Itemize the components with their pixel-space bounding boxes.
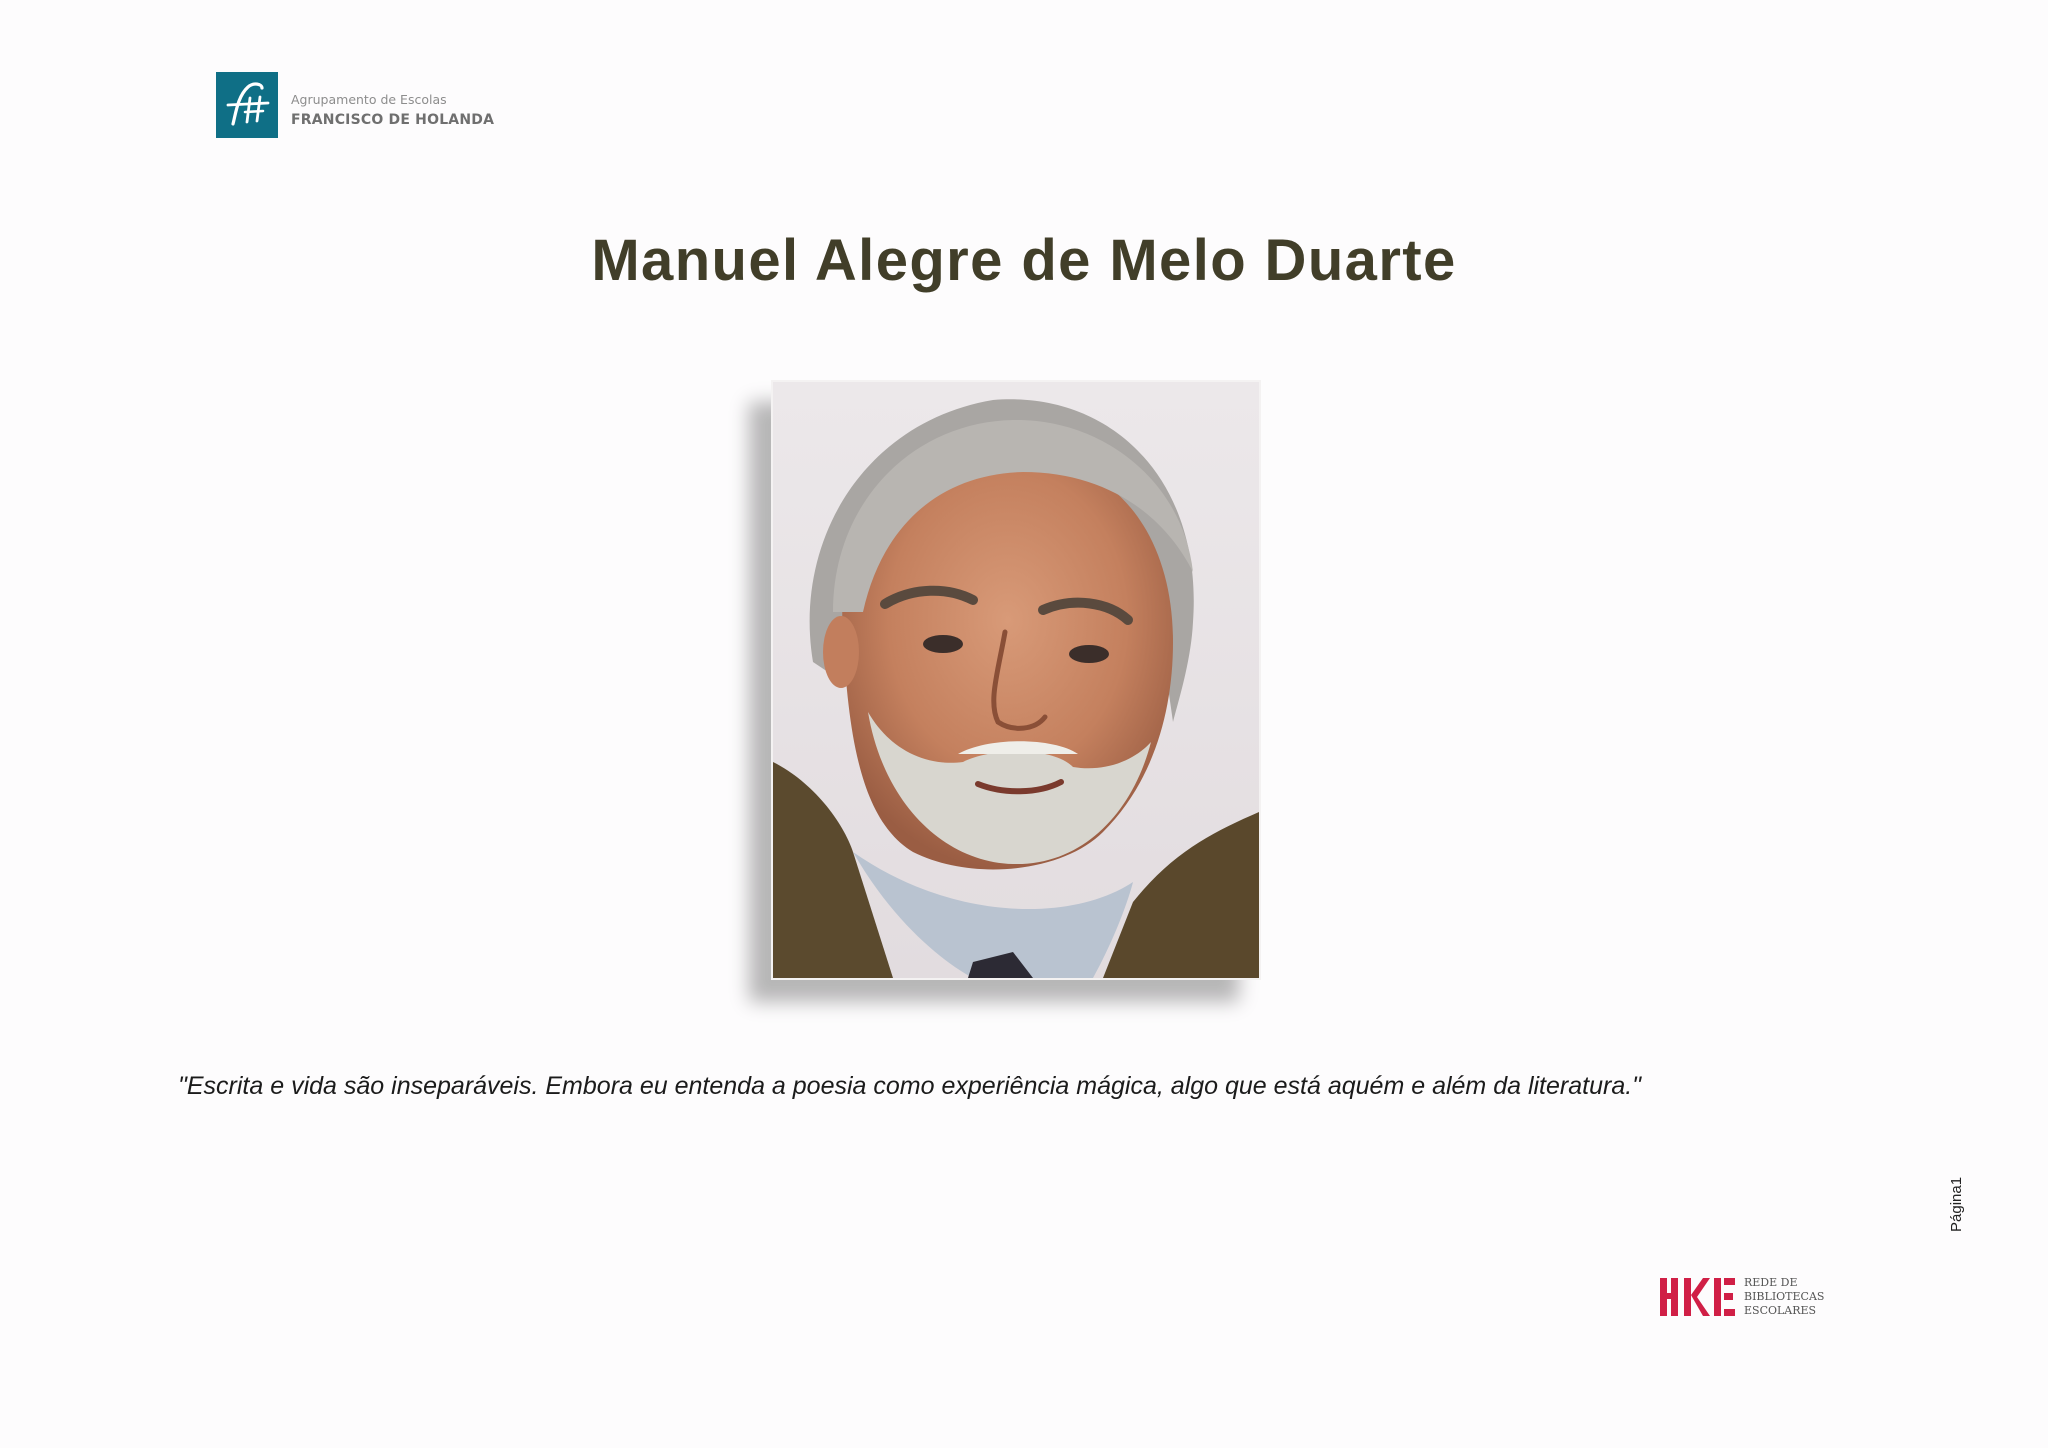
rbe-logo xyxy=(1660,1276,1830,1320)
school-name-line2: FRANCISCO DE HOLANDA xyxy=(291,112,495,128)
rbe-text xyxy=(1744,1276,1824,1318)
page-number xyxy=(1948,1177,1965,1232)
rbe-logo-icon xyxy=(1660,1278,1736,1316)
rbe-line3: ESCOLARES xyxy=(1744,1304,1817,1317)
page-title: Manuel Alegre de Melo Duarte xyxy=(591,228,1457,293)
school-name-line1: Agrupamento de Escolas xyxy=(291,92,447,107)
rbe-line1: REDE DE xyxy=(1744,1276,1798,1289)
rbe-line2: BIBLIOTECAS xyxy=(1744,1290,1825,1303)
school-logo xyxy=(216,72,516,138)
portrait-photo xyxy=(771,380,1261,980)
page-label: Página xyxy=(1948,1185,1965,1232)
page-number-value: 1 xyxy=(1948,1176,1965,1186)
quote-text: "Escrita e vida são inseparáveis. Embora eu entenda a poesia como experiência mágica, algo que está aquém e além da literatura." xyxy=(178,1072,1642,1100)
school-logo-icon xyxy=(216,72,278,138)
